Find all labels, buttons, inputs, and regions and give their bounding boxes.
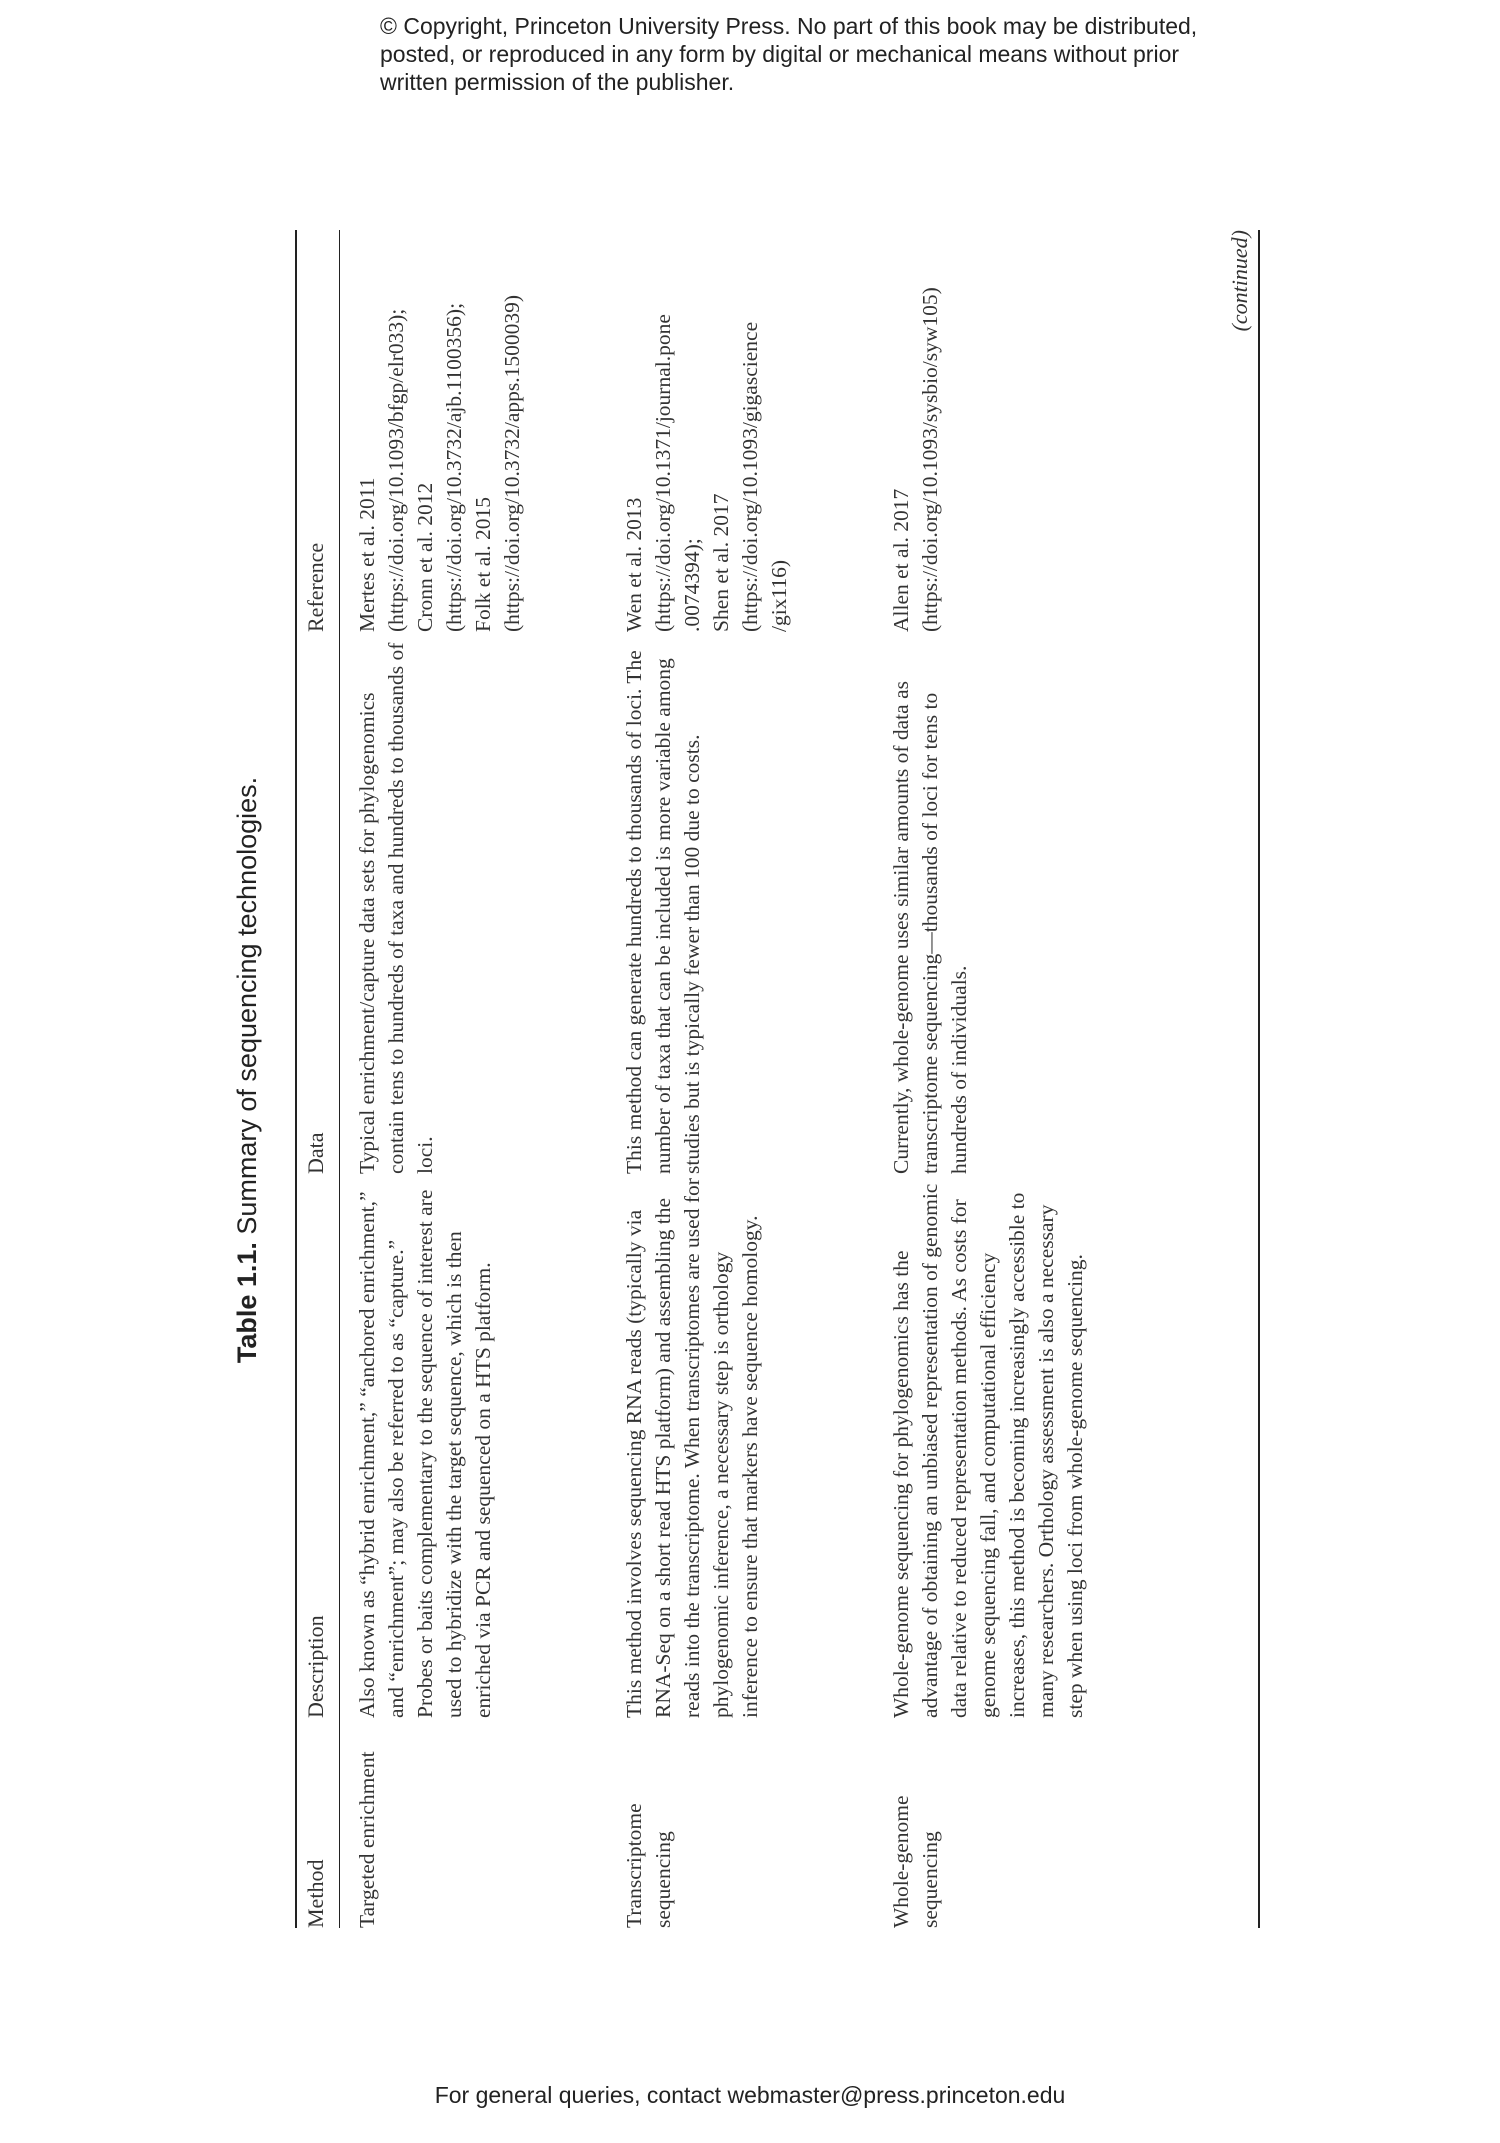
copyright-notice: © Copyright, Princeton University Press. No part of this book may be distributed, posted, or reproduced in any form by digital or mechanical means without prior written permission of the publisher. xyxy=(380,13,1198,95)
footer-contact: For general queries, contact webmaster@press.princeton.edu xyxy=(434,2082,1066,2108)
row-description: This method involves sequencing RNA reads (typically via RNA-Seq on a short read HTS platform) and assembling the reads into the transcriptome. When transcriptomes are used for phylogenomic inference, a necessary step is orthology inference to ensure that markers have sequence homology. xyxy=(622,1178,762,1718)
reference-line: Mertes et al. 2011 xyxy=(355,477,379,632)
row-method: Transcriptome sequencing xyxy=(622,1803,675,1928)
reference-line: Shen et al. 2017 xyxy=(709,493,733,632)
table-title xyxy=(233,190,262,1950)
row-data: This method can generate hundreds to thousands of loci. The number of taxa that can be included is more variable among studies but is typically fewer than 100 due to costs. xyxy=(622,650,704,1174)
header-description: Description xyxy=(303,1615,328,1718)
reference-line: /gix116) xyxy=(767,559,791,632)
row-reference xyxy=(620,202,794,632)
header-data: Data xyxy=(303,1132,328,1174)
row-reference xyxy=(353,202,527,632)
table-top-rule xyxy=(295,230,297,1928)
row-data: Currently, whole-genome uses similar amounts of data as transcriptome sequencing—thousands of loci for tens to hundreds of individuals. xyxy=(889,681,971,1174)
reference-line: (https://doi.org/10.1371/journal.pone xyxy=(651,314,675,632)
reference-line: Cronn et al. 2012 xyxy=(413,482,437,632)
header-reference: Reference xyxy=(303,542,328,632)
row-reference xyxy=(887,202,945,632)
reference-line: Wen et al. 2013 xyxy=(622,497,646,632)
reference-line: (https://doi.org/10.3732/apps.1500039) xyxy=(500,294,524,632)
table-bottom-rule xyxy=(1258,230,1260,1928)
reference-line: .0074394); xyxy=(680,538,704,632)
row-method: Targeted enrichment xyxy=(355,1751,379,1928)
table-header-rule xyxy=(339,230,340,1928)
reference-line: Allen et al. 2017 xyxy=(889,488,913,632)
table-number: Table 1.1. xyxy=(232,1242,262,1364)
reference-line: (https://doi.org/10.1093/bfgp/elr033); xyxy=(384,308,408,632)
rotated-table-page xyxy=(215,190,1280,1950)
reference-line: (https://doi.org/10.1093/sysbio/syw105) xyxy=(918,287,942,632)
reference-line: (https://doi.org/10.1093/gigascience xyxy=(738,321,762,632)
row-method: Whole-genome sequencing xyxy=(889,1795,942,1928)
row-description: Also known as “hybrid enrichment,” “anchored enrichment,” and “enrichment”; may also be referred to as “capture.” Probes or baits complementary to the sequence of interest are used to hybridize with the target sequence, which is then enriched via PCR and sequenced on a HTS platform. xyxy=(355,1189,495,1718)
reference-line: (https://doi.org/10.3732/ajb.1100356); xyxy=(442,302,466,632)
header-method: Method xyxy=(303,1859,328,1928)
row-data: Typical enrichment/capture data sets for phylogenomics contain tens to hundreds of taxa and hundreds to thousands of loci. xyxy=(355,642,437,1174)
continued-note: (continued) xyxy=(1227,230,1252,332)
table-caption: Summary of sequencing technologies. xyxy=(232,776,262,1243)
reference-line: Folk et al. 2015 xyxy=(471,497,495,632)
row-description: Whole-genome sequencing for phylogenomics has the advantage of obtaining an unbiased representation of genomic data relative to reduced representation methods. As costs for genome sequencing fall, and computational efficiency increases, this method is becoming increasingly accessible to many researchers. Orthology assessment is also a necessary step when using loci from whole-genome sequencing. xyxy=(889,1183,1087,1718)
